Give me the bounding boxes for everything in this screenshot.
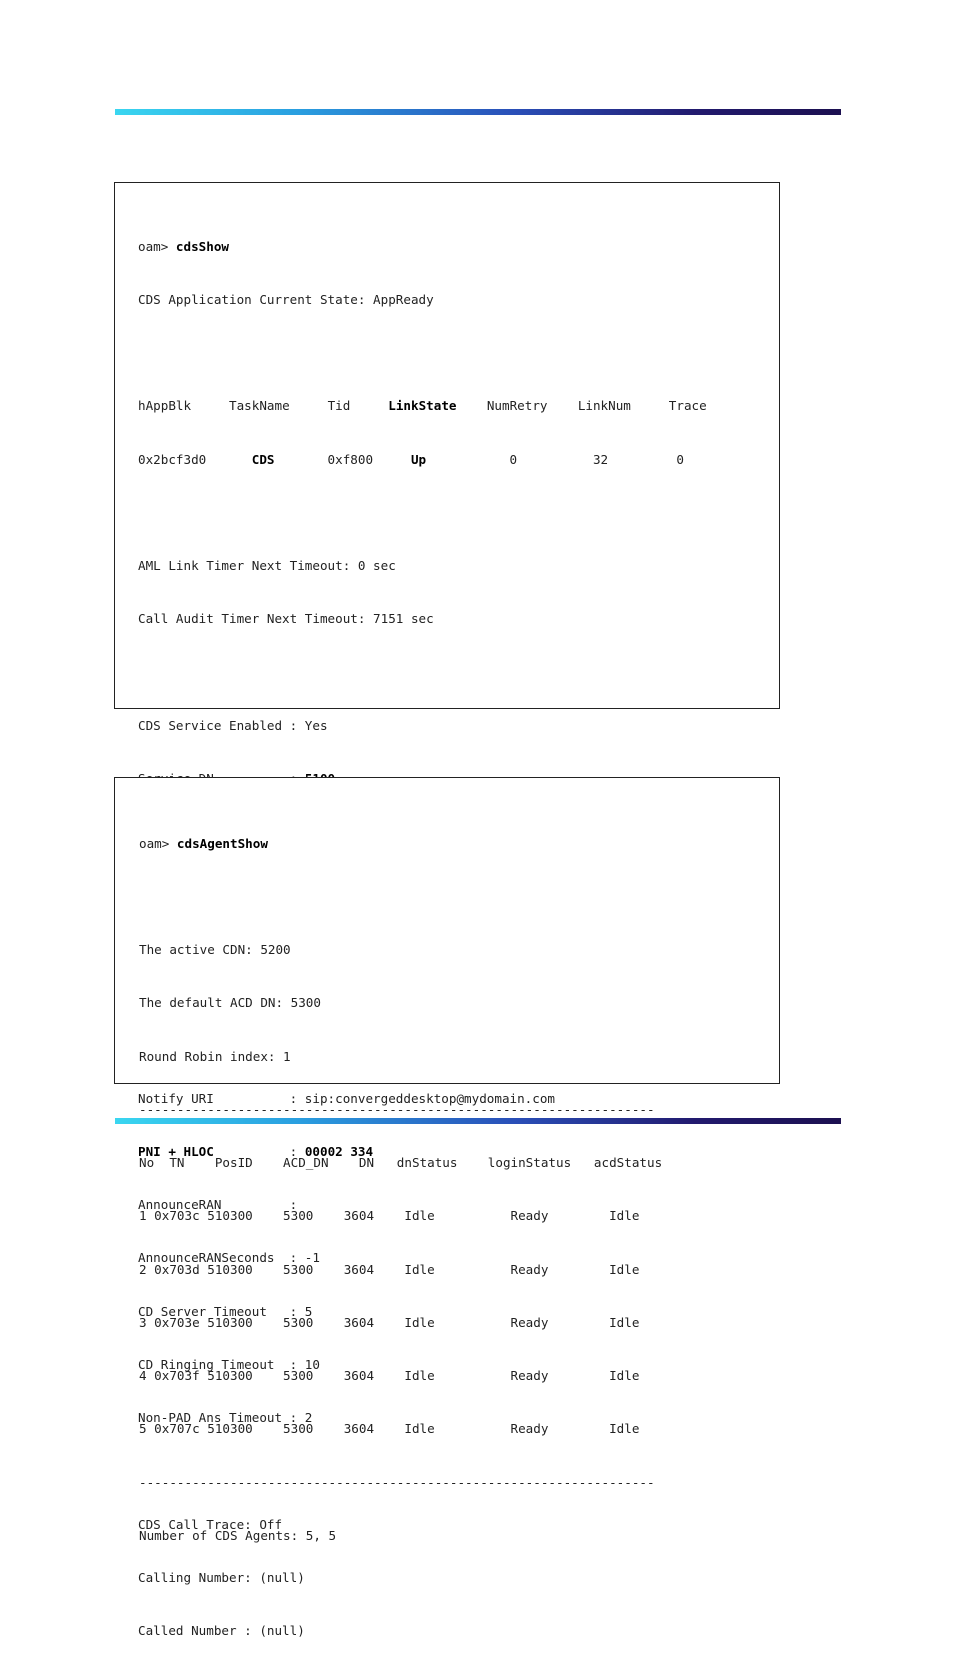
cd-server-timeout-line: CD Server Timeout : 5 <box>138 1303 313 1319</box>
cds-show-command-line <box>138 238 707 256</box>
bottom-footer-rule <box>115 1118 841 1124</box>
call-audit-line: Call Audit Timer Next Timeout: 7151 sec <box>138 611 434 627</box>
call-trace-line: CDS Call Trace: Off <box>138 1516 283 1532</box>
table-row: 1 0x703c 510300 5300 3604 Idle Ready Idle <box>139 1208 640 1224</box>
table-row: 4 0x703f 510300 5300 3604 Idle Ready Idle <box>139 1368 640 1383</box>
table-divider: -------------------------------------------------------------------- <box>139 1474 655 1490</box>
aml-timer-line: AML Link Timer Next Timeout: 0 sec <box>138 558 396 573</box>
default-acd-line: The default ACD DN: 5300 <box>139 995 321 1011</box>
cds-agent-terminal-text <box>139 799 662 1580</box>
prompt: oam> <box>139 835 177 851</box>
notify-uri-line: Notify URI : sip:convergeddesktop@mydomain.com <box>138 1090 556 1106</box>
prompt: oam> <box>138 238 176 254</box>
link-table-row: 0x2bcf3d0 CDS 0xf800 Up 0 32 0 <box>138 451 684 467</box>
announce-ran-line: AnnounceRAN : <box>138 1197 298 1212</box>
command: cdsShow <box>175 238 229 254</box>
link-table-header: hAppBlk TaskName Tid LinkState NumRetry LinkNum Trace <box>138 398 707 414</box>
cd-ringing-timeout-line: CD Ringing Timeout : 10 <box>138 1356 320 1372</box>
agent-table-header: No TN PosID ACD_DN DN dnStatus loginStatus acdStatus <box>139 1155 663 1170</box>
round-robin-line: Round Robin index: 1 <box>139 1048 291 1064</box>
top-header-rule <box>115 109 841 115</box>
blank-line <box>138 664 707 682</box>
table-row: 3 0x703e 510300 5300 3604 Idle Ready Idle <box>139 1314 640 1330</box>
blank-line <box>138 504 707 522</box>
blank-line <box>138 344 707 362</box>
active-cdn-line: The active CDN: 5200 <box>139 942 291 957</box>
app-state-line: CDS Application Current State: AppReady <box>138 291 434 307</box>
table-row: 2 0x703d 510300 5300 3604 Idle Ready Idle <box>139 1261 640 1277</box>
command: cdsAgentShow <box>176 835 268 851</box>
pni-hloc-line: PNI + HLOC : 00002 334 <box>138 1143 374 1159</box>
agent-count-line: Number of CDS Agents: 5, 5 <box>139 1527 337 1543</box>
cds-agent-command-line <box>139 835 662 853</box>
blank-line <box>139 888 662 906</box>
table-row: 5 0x707c 510300 5300 3604 Idle Ready Idle <box>139 1421 640 1437</box>
nonpad-timeout-line: Non-PAD Ans Timeout : 2 <box>138 1410 313 1425</box>
table-divider: -------------------------------------------------------------------- <box>139 1101 655 1117</box>
announce-ran-seconds-line: AnnounceRANSeconds : -1 <box>138 1250 320 1266</box>
service-enabled-line: CDS Service Enabled : Yes <box>138 717 328 733</box>
calling-number-line: Calling Number: (null) <box>138 1569 305 1585</box>
called-number-line: Called Number : (null) <box>138 1623 305 1638</box>
